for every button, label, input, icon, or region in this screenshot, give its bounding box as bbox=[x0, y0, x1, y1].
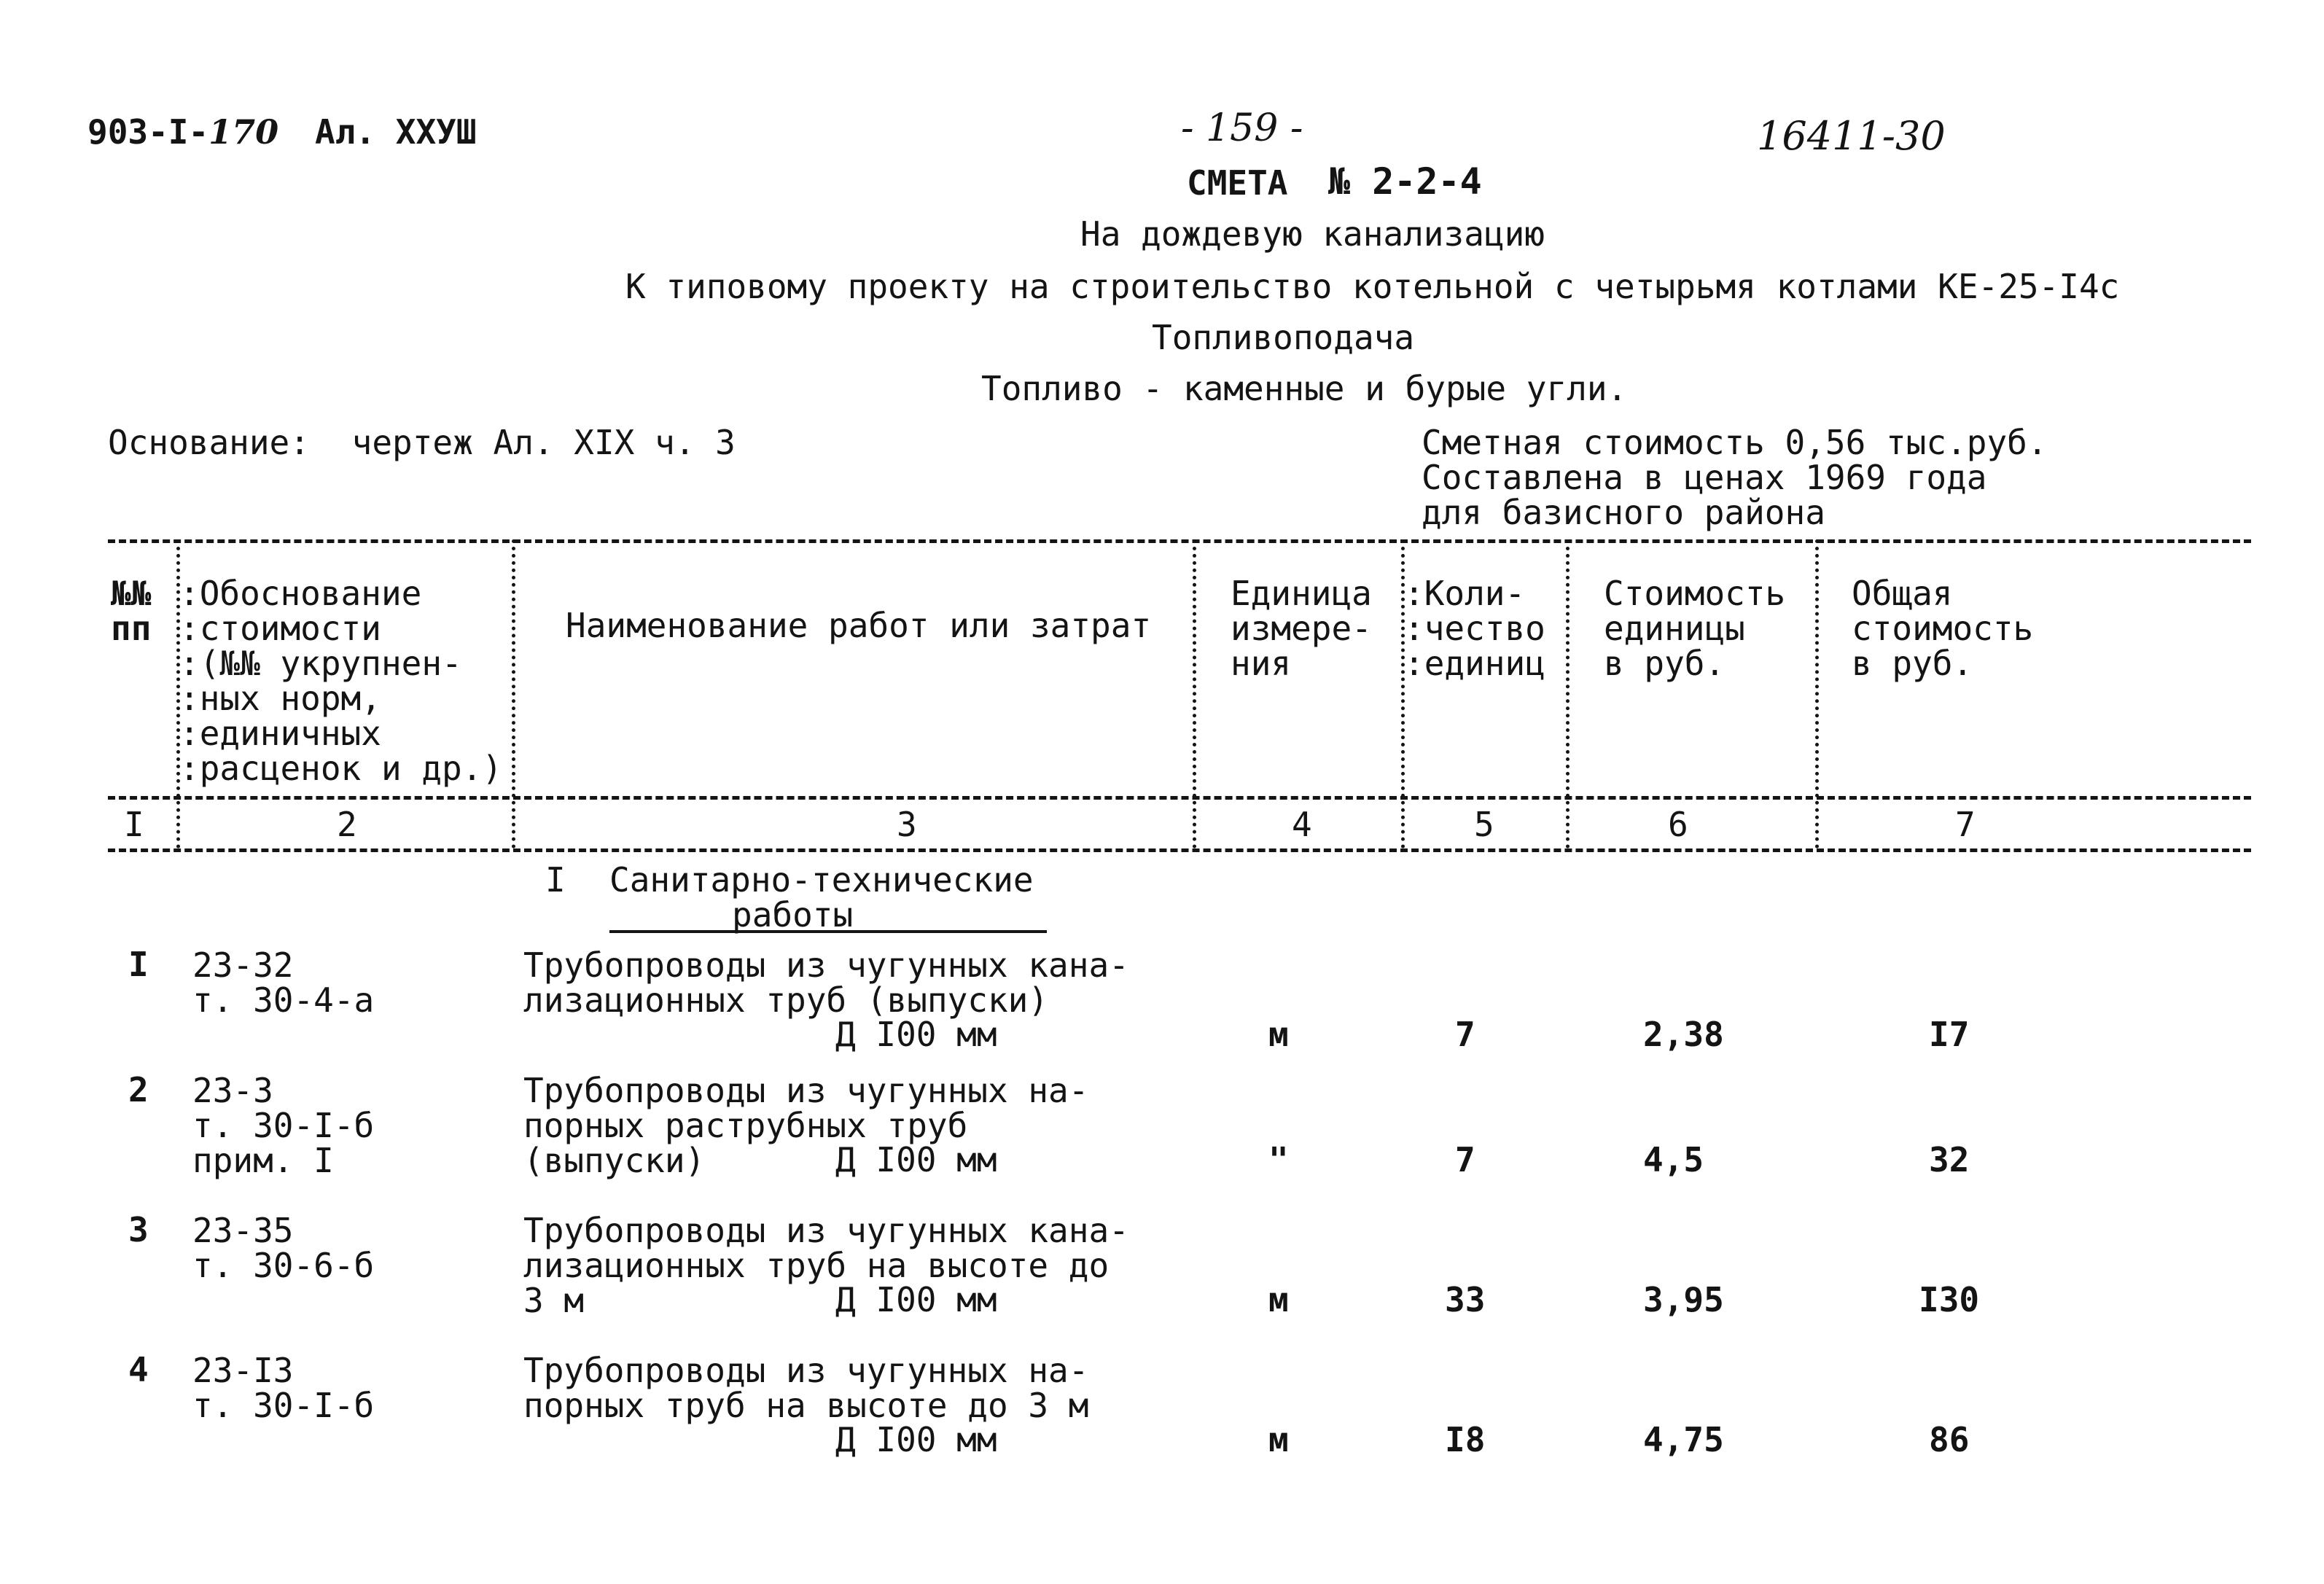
row-unit: м bbox=[1268, 1015, 1289, 1054]
row-work-name: Трубопроводы из чугунных кана- лизационных труб (выпуски) bbox=[523, 945, 1129, 1020]
column-number: 6 bbox=[1668, 805, 1688, 844]
header-total-cost: Общая стоимость в руб. bbox=[1852, 574, 2034, 683]
fuel-type: Топливо - каменные и бурые угли. bbox=[981, 369, 1628, 408]
row-unit: " bbox=[1268, 1140, 1289, 1179]
header-unit: Единица измере- ния bbox=[1231, 574, 1372, 683]
header-work-name: Наименование работ или затрат bbox=[566, 606, 1152, 645]
section-underline bbox=[609, 930, 1047, 933]
column-number: 7 bbox=[1955, 805, 1976, 844]
header-bottom-rule bbox=[108, 796, 2251, 800]
estimated-cost: Сметная стоимость 0,56 тыс.руб. bbox=[1422, 423, 2048, 462]
row-basis: 23-35 т. 30-6-б bbox=[192, 1211, 375, 1285]
header-quantity: :Коли- :чество :единиц bbox=[1404, 574, 1545, 683]
row-unit-cost: 4,5 bbox=[1643, 1140, 1704, 1179]
section-number: I bbox=[545, 860, 566, 900]
column-numbers-bottom-rule bbox=[108, 848, 2251, 852]
header-number: №№ пп bbox=[111, 574, 152, 648]
row-size: Д I00 мм bbox=[835, 1140, 997, 1179]
row-number: 2 bbox=[128, 1070, 149, 1109]
row-unit-cost: 2,38 bbox=[1643, 1015, 1724, 1054]
section-title: Топливоподача bbox=[1152, 318, 1415, 357]
row-total: 32 bbox=[1929, 1140, 1970, 1179]
basis bbox=[108, 423, 736, 462]
row-unit: м bbox=[1268, 1420, 1289, 1459]
header-unit-cost: Стоимость единицы в руб. bbox=[1604, 574, 1786, 683]
row-size: Д I00 мм bbox=[835, 1015, 997, 1054]
row-number: 3 bbox=[128, 1210, 149, 1249]
page-number: - 159 - bbox=[1181, 106, 1303, 150]
row-size: Д I00 мм bbox=[835, 1420, 997, 1459]
section-heading: Санитарно-технические bbox=[609, 860, 1034, 900]
region-basis: для базисного района bbox=[1422, 493, 1825, 532]
column-number: 2 bbox=[337, 805, 357, 844]
estimate-subject: На дождевую канализацию bbox=[1080, 214, 1545, 254]
archive-number: 16411-30 bbox=[1757, 113, 1946, 159]
document-code-prefix: 903-I- bbox=[87, 112, 209, 152]
column-separator bbox=[1566, 539, 1570, 848]
row-unit: м bbox=[1268, 1280, 1289, 1319]
row-quantity: I8 bbox=[1445, 1420, 1486, 1459]
row-size: Д I00 мм bbox=[835, 1280, 997, 1319]
estimate-label: СМЕТА bbox=[1187, 163, 1288, 203]
row-number: 4 bbox=[128, 1350, 149, 1389]
section-heading-line2: работы bbox=[732, 895, 854, 935]
row-quantity: 33 bbox=[1445, 1280, 1486, 1319]
column-number: I bbox=[124, 805, 144, 844]
row-work-name: Трубопроводы из чугунных кана- лизационных труб на высоте до 3 м bbox=[523, 1211, 1129, 1320]
row-work-name: Трубопроводы из чугунных на- порных труб на высоте до 3 м bbox=[523, 1351, 1089, 1425]
column-separator bbox=[1193, 539, 1196, 848]
row-basis: 23-3 т. 30-I-б прим. I bbox=[192, 1071, 375, 1180]
basis-label: Основание: bbox=[108, 423, 310, 462]
row-quantity: 7 bbox=[1455, 1140, 1475, 1179]
row-unit-cost: 4,75 bbox=[1643, 1420, 1724, 1459]
row-basis: 23-I3 т. 30-I-б bbox=[192, 1351, 375, 1425]
document-code bbox=[87, 112, 279, 152]
column-separator bbox=[512, 539, 515, 848]
row-total: 86 bbox=[1929, 1420, 1970, 1459]
document-code-handwritten: 170 bbox=[208, 112, 279, 152]
row-basis: 23-32 т. 30-4-а bbox=[192, 945, 375, 1020]
row-work-name: Трубопроводы из чугунных на- порных раструбных труб (выпуски) bbox=[523, 1071, 1089, 1180]
basis-value: чертеж Ал. XIX ч. 3 bbox=[351, 423, 736, 462]
estimate-number: № 2-2-4 bbox=[1328, 160, 1482, 203]
row-total: I30 bbox=[1919, 1280, 1980, 1319]
column-number: 3 bbox=[897, 805, 917, 844]
price-basis: Составлена в ценах 1969 года bbox=[1422, 458, 1987, 497]
row-number: I bbox=[128, 945, 149, 984]
row-unit-cost: 3,95 bbox=[1643, 1280, 1724, 1319]
column-number: 4 bbox=[1292, 805, 1312, 844]
table-top-rule bbox=[108, 539, 2251, 543]
row-total: I7 bbox=[1929, 1015, 1970, 1054]
column-number: 5 bbox=[1474, 805, 1494, 844]
project-title: К типовому проекту на строительство котельной с четырьмя котлами КЕ-25-I4с bbox=[625, 267, 2120, 306]
header-basis: :Обоснование :стоимости :(№№ укрупнен- :ных норм, :единичных :расценок и др.) bbox=[179, 574, 503, 788]
column-separator bbox=[1815, 539, 1819, 848]
album-number: Ал. XXУШ bbox=[315, 112, 477, 152]
row-quantity: 7 bbox=[1455, 1015, 1475, 1054]
